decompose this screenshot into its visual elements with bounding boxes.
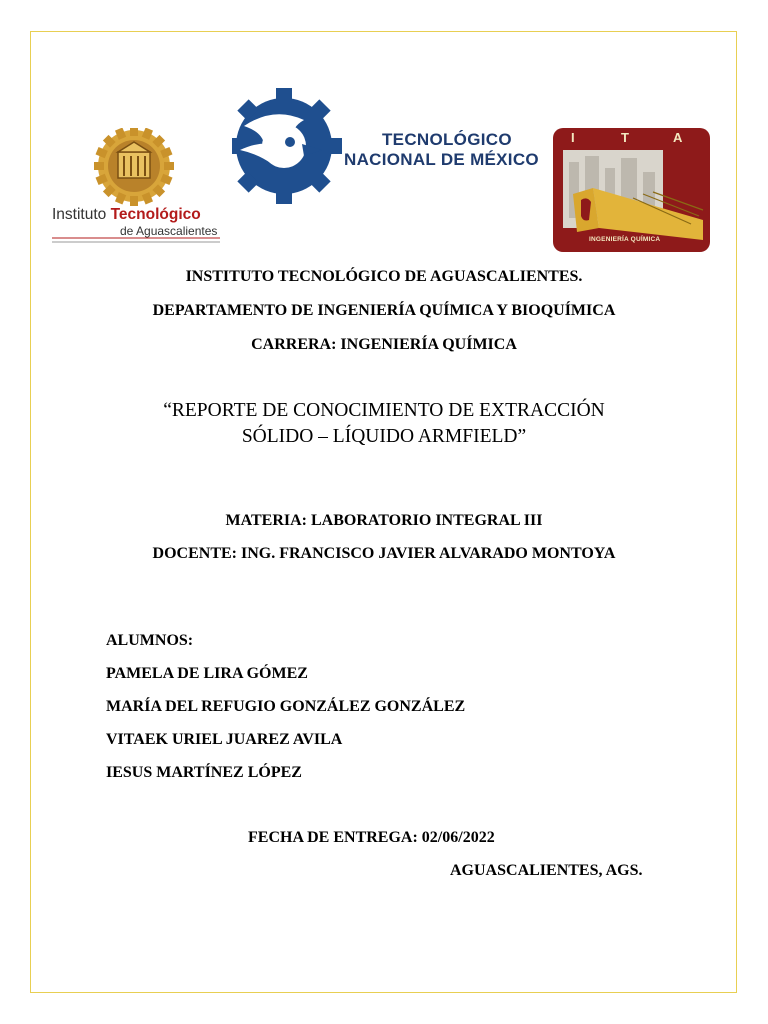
- logo-row: [0, 0, 768, 260]
- ita-letter-t: T: [621, 130, 629, 145]
- institution-name: INSTITUTO TECNOLÓGICO DE AGUASCALIENTES.: [185, 268, 583, 285]
- ita-letter-i: I: [571, 130, 575, 145]
- tecnm-name-line1: TECNOLÓGICO: [382, 130, 512, 149]
- tecnm-logo: [232, 88, 542, 208]
- ita-iq-caption: INGENIERÍA QUÍMICA: [589, 236, 661, 243]
- ita-iq-logo: [553, 128, 710, 252]
- subject: MATERIA: LABORATORIO INTEGRAL III: [225, 512, 543, 529]
- student-name: VITAEK URIEL JUAREZ AVILA: [106, 731, 343, 748]
- student-name: IESUS MARTÍNEZ LÓPEZ: [106, 764, 302, 781]
- report-title-line1: “REPORTE DE CONOCIMIENTO DE EXTRACCIÓN: [163, 400, 605, 421]
- tecnm-name-line2: NACIONAL DE MÉXICO: [344, 150, 539, 169]
- department-name: DEPARTAMENTO DE INGENIERÍA QUÍMICA Y BIOQUÍMICA: [152, 302, 616, 319]
- ita-school-logo: [48, 128, 228, 248]
- student-name: PAMELA DE LIRA GÓMEZ: [106, 665, 308, 682]
- ita-letter-a: A: [673, 130, 683, 145]
- student-name: MARÍA DEL REFUGIO GONZÁLEZ GONZÁLEZ: [106, 698, 466, 715]
- delivery-place: AGUASCALIENTES, AGS.: [450, 862, 643, 879]
- career-name: CARRERA: INGENIERÍA QUÍMICA: [251, 336, 517, 353]
- ita-building-emblem-icon: [553, 128, 710, 252]
- ita-school-name-line2: de Aguascalientes: [120, 224, 218, 238]
- teacher: DOCENTE: ING. FRANCISCO JAVIER ALVARADO MONTOYA: [152, 545, 616, 562]
- delivery-date: FECHA DE ENTREGA: 02/06/2022: [248, 829, 495, 846]
- students-heading: ALUMNOS:: [106, 632, 194, 649]
- ita-school-name: Instituto Tecnológico: [52, 206, 201, 223]
- report-title-line2: SÓLIDO – LÍQUIDO ARMFIELD”: [241, 426, 527, 447]
